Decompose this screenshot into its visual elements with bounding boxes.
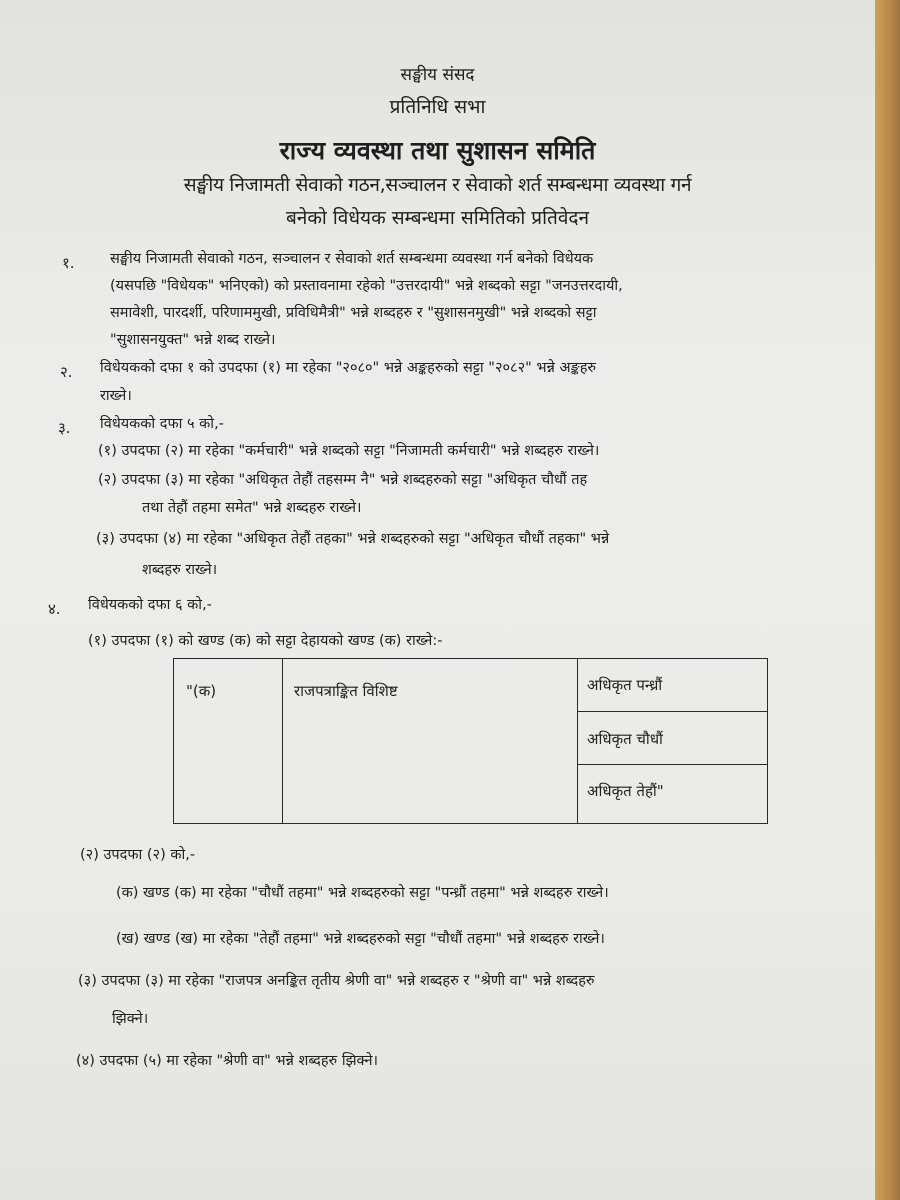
header-house: प्रतिनिधि सभा xyxy=(389,96,486,118)
item1-line1: सङ्घीय निजामती सेवाको गठन, सञ्चालन र सेवाको शर्त सम्बन्धमा व्यवस्था गर्न बनेको विधेयक xyxy=(110,251,594,267)
item4-sub3-line2: झिक्ने। xyxy=(112,1011,149,1027)
table-cell-clause: "(क) xyxy=(186,682,217,700)
item4-sub4: (४) उपदफा (५) मा रहेका "श्रेणी वा" भन्ने शब्दहरु झिक्ने। xyxy=(76,1053,379,1069)
table-cell-rank-15: अधिकृत पन्ध्रौं xyxy=(587,676,663,694)
item4-sub3-line1: (३) उपदफा (३) मा रहेका "राजपत्र अनङ्कित तृतीय श्रेणी वा" भन्ने शब्दहरु र "श्रेणी वा" भन्ने शब्दहरु xyxy=(78,973,595,989)
item2-number: २. xyxy=(60,363,73,381)
replacement-table xyxy=(173,658,768,824)
item4-number: ४. xyxy=(48,600,61,618)
table-cell-rank-13: अधिकृत तेहौं" xyxy=(587,782,664,800)
header-subject-line2: बनेको विधेयक सम्बन्धमा समितिको प्रतिवेदन xyxy=(285,207,590,229)
table-cell-rank-14: अधिकृत चौधौं xyxy=(587,730,663,748)
item2-line2: राख्ने। xyxy=(100,388,132,404)
item3-sub2-line2: तथा तेहौं तहमा समेत" भन्ने शब्दहरु राख्ने। xyxy=(142,500,362,516)
item4-sub1: (१) उपदफा (१) को खण्ड (क) को सट्टा देहायको खण्ड (क) राख्ने:- xyxy=(88,633,443,649)
item1-line3: समावेशी, पारदर्शी, परिणाममुखी, प्रविधिमैत्री" भन्ने शब्दहरु र "सुशासनमुखी" भन्ने शब्दको सट्टा xyxy=(110,305,597,321)
item4-sub2-kha: (ख) खण्ड (ख) मा रहेका "तेहौं तहमा" भन्ने शब्दहरुको सट्टा "चौधौं तहमा" भन्ने शब्दहरु राख्ने। xyxy=(116,931,605,947)
desk-edge xyxy=(875,0,900,1200)
item1-line2: (यसपछि "विधेयक" भनिएको) को प्रस्तावनामा रहेको "उत्तरदायी" भन्ने शब्दको सट्टा "जनउत्तरदायी, xyxy=(110,278,623,294)
item3-sub3-line1: (३) उपदफा (४) मा रहेका "अधिकृत तेहौं तहका" भन्ने शब्दहरुको सट्टा "अधिकृत चौधौं तहका" भन्ने xyxy=(96,531,610,547)
item3-number: ३. xyxy=(58,419,71,437)
item3-sub2-line1: (२) उपदफा (३) मा रहेका "अधिकृत तेहौं तहसम्म नै" भन्ने शब्दहरुको सट्टा "अधिकृत चौधौं तह xyxy=(98,472,588,488)
table-cell-category: राजपत्राङ्कित विशिष्ट xyxy=(294,682,398,700)
item3-sub1: (१) उपदफा (२) मा रहेका "कर्मचारी" भन्ने शब्दको सट्टा "निजामती कर्मचारी" भन्ने शब्दहरु राख्ने। xyxy=(98,443,600,459)
item2-line1: विधेयकको दफा १ को उपदफा (१) मा रहेका "२०८०" भन्ने अङ्कहरुको सट्टा "२०८२" भन्ने अङ्कहरु xyxy=(100,360,597,376)
item3-line1: विधेयकको दफा ५ को,- xyxy=(100,416,224,432)
header-committee: राज्य व्यवस्था तथा सुशासन समिति xyxy=(279,136,596,165)
item4-sub2: (२) उपदफा (२) को,- xyxy=(80,847,196,863)
header-subject-line1: सङ्घीय निजामती सेवाको गठन,सञ्चालन र सेवाको शर्त सम्बन्धमा व्यवस्था गर्न xyxy=(183,174,692,196)
item3-sub3-line2: शब्दहरु राख्ने। xyxy=(142,562,218,578)
item1-number: १. xyxy=(62,254,75,272)
item4-sub2-ka: (क) खण्ड (क) मा रहेका "चौधौं तहमा" भन्ने शब्दहरुको सट्टा "पन्ध्रौं तहमा" भन्ने शब्दहरु राख्ने। xyxy=(116,885,609,901)
header-parliament: सङ्घीय संसद xyxy=(400,65,475,85)
item1-line4: "सुशासनयुक्त" भन्ने शब्द राख्ने। xyxy=(110,332,276,348)
item4-line1: विधेयकको दफा ६ को,- xyxy=(88,597,212,613)
